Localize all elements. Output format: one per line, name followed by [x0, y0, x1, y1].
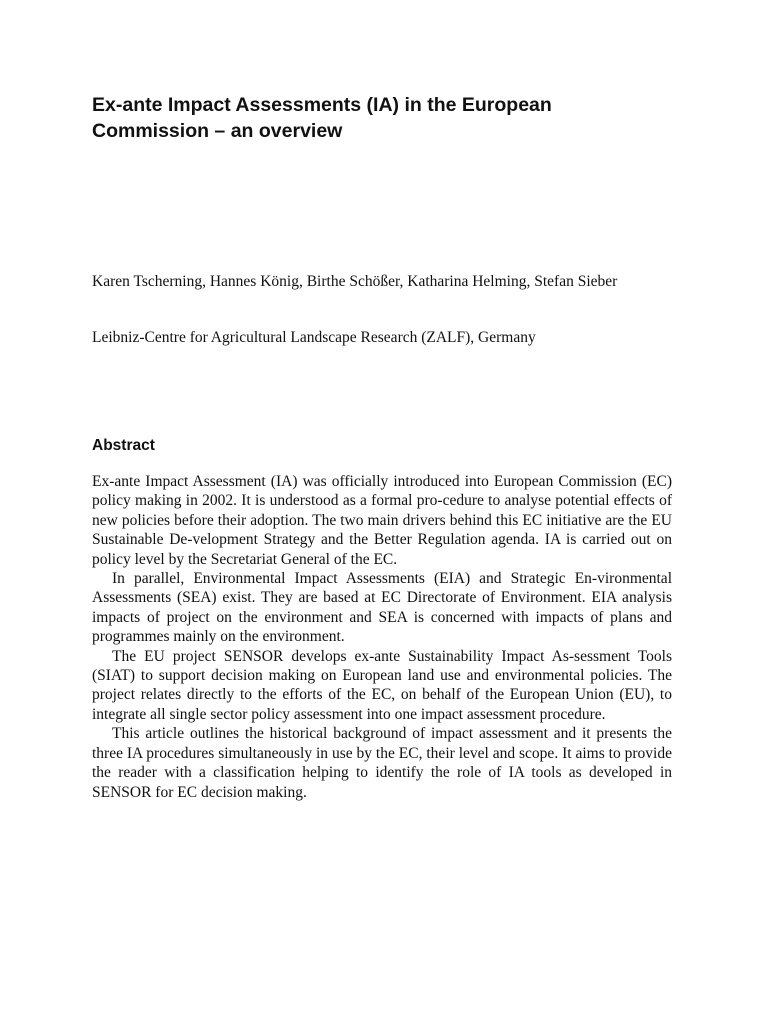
author-affiliation: Leibniz-Centre for Agricultural Landscape Research (ZALF), Germany: [92, 329, 536, 346]
abstract-paragraph-3: The EU project SENSOR develops ex-ante Sustainability Impact As-sessment Tools (SIAT) to support decision making on European land use and environmental policies. The project relates directly to the efforts of the EC, on behalf of the European Union (EU), to integrate all single sector policy assessment into one impact assessment procedure.: [92, 647, 672, 723]
abstract-paragraph-4: This article outlines the historical background of impact assessment and it presents the three IA procedures simultaneously in use by the EC, their level and scope. It aims to provide the reader with a classification helping to identify the role of IA tools as developed in SENSOR for EC decision making.: [92, 725, 672, 801]
abstract-paragraph-2: In parallel, Environmental Impact Assessments (EIA) and Strategic En-vironmental Assessments (SEA) exist. They are based at EC Directorate of Environment. EIA analysis impacts of project on the environment and SEA is concerned with impacts of plans and programmes mainly on the environment.: [92, 570, 672, 646]
abstract-heading: Abstract: [92, 437, 155, 454]
abstract-paragraph-1: Ex-ante Impact Assessment (IA) was officially introduced into European Commission (EC) policy making in 2002. It is understood as a formal pro-cedure to analyse potential effects of new policies before their adoption. The two main drivers behind this EC initiative are the EU Sustainable De-velopment Strategy and the Better Regulation agenda. IA is carried out on policy level by the Secretariat General of the EC.: [92, 473, 672, 568]
paper-title: Ex-ante Impact Assessments (IA) in the European Commission – an overview: [92, 94, 552, 142]
author-list: Karen Tscherning, Hannes König, Birthe Schößer, Katharina Helming, Stefan Sieber: [92, 273, 618, 290]
abstract-body: [92, 472, 672, 802]
